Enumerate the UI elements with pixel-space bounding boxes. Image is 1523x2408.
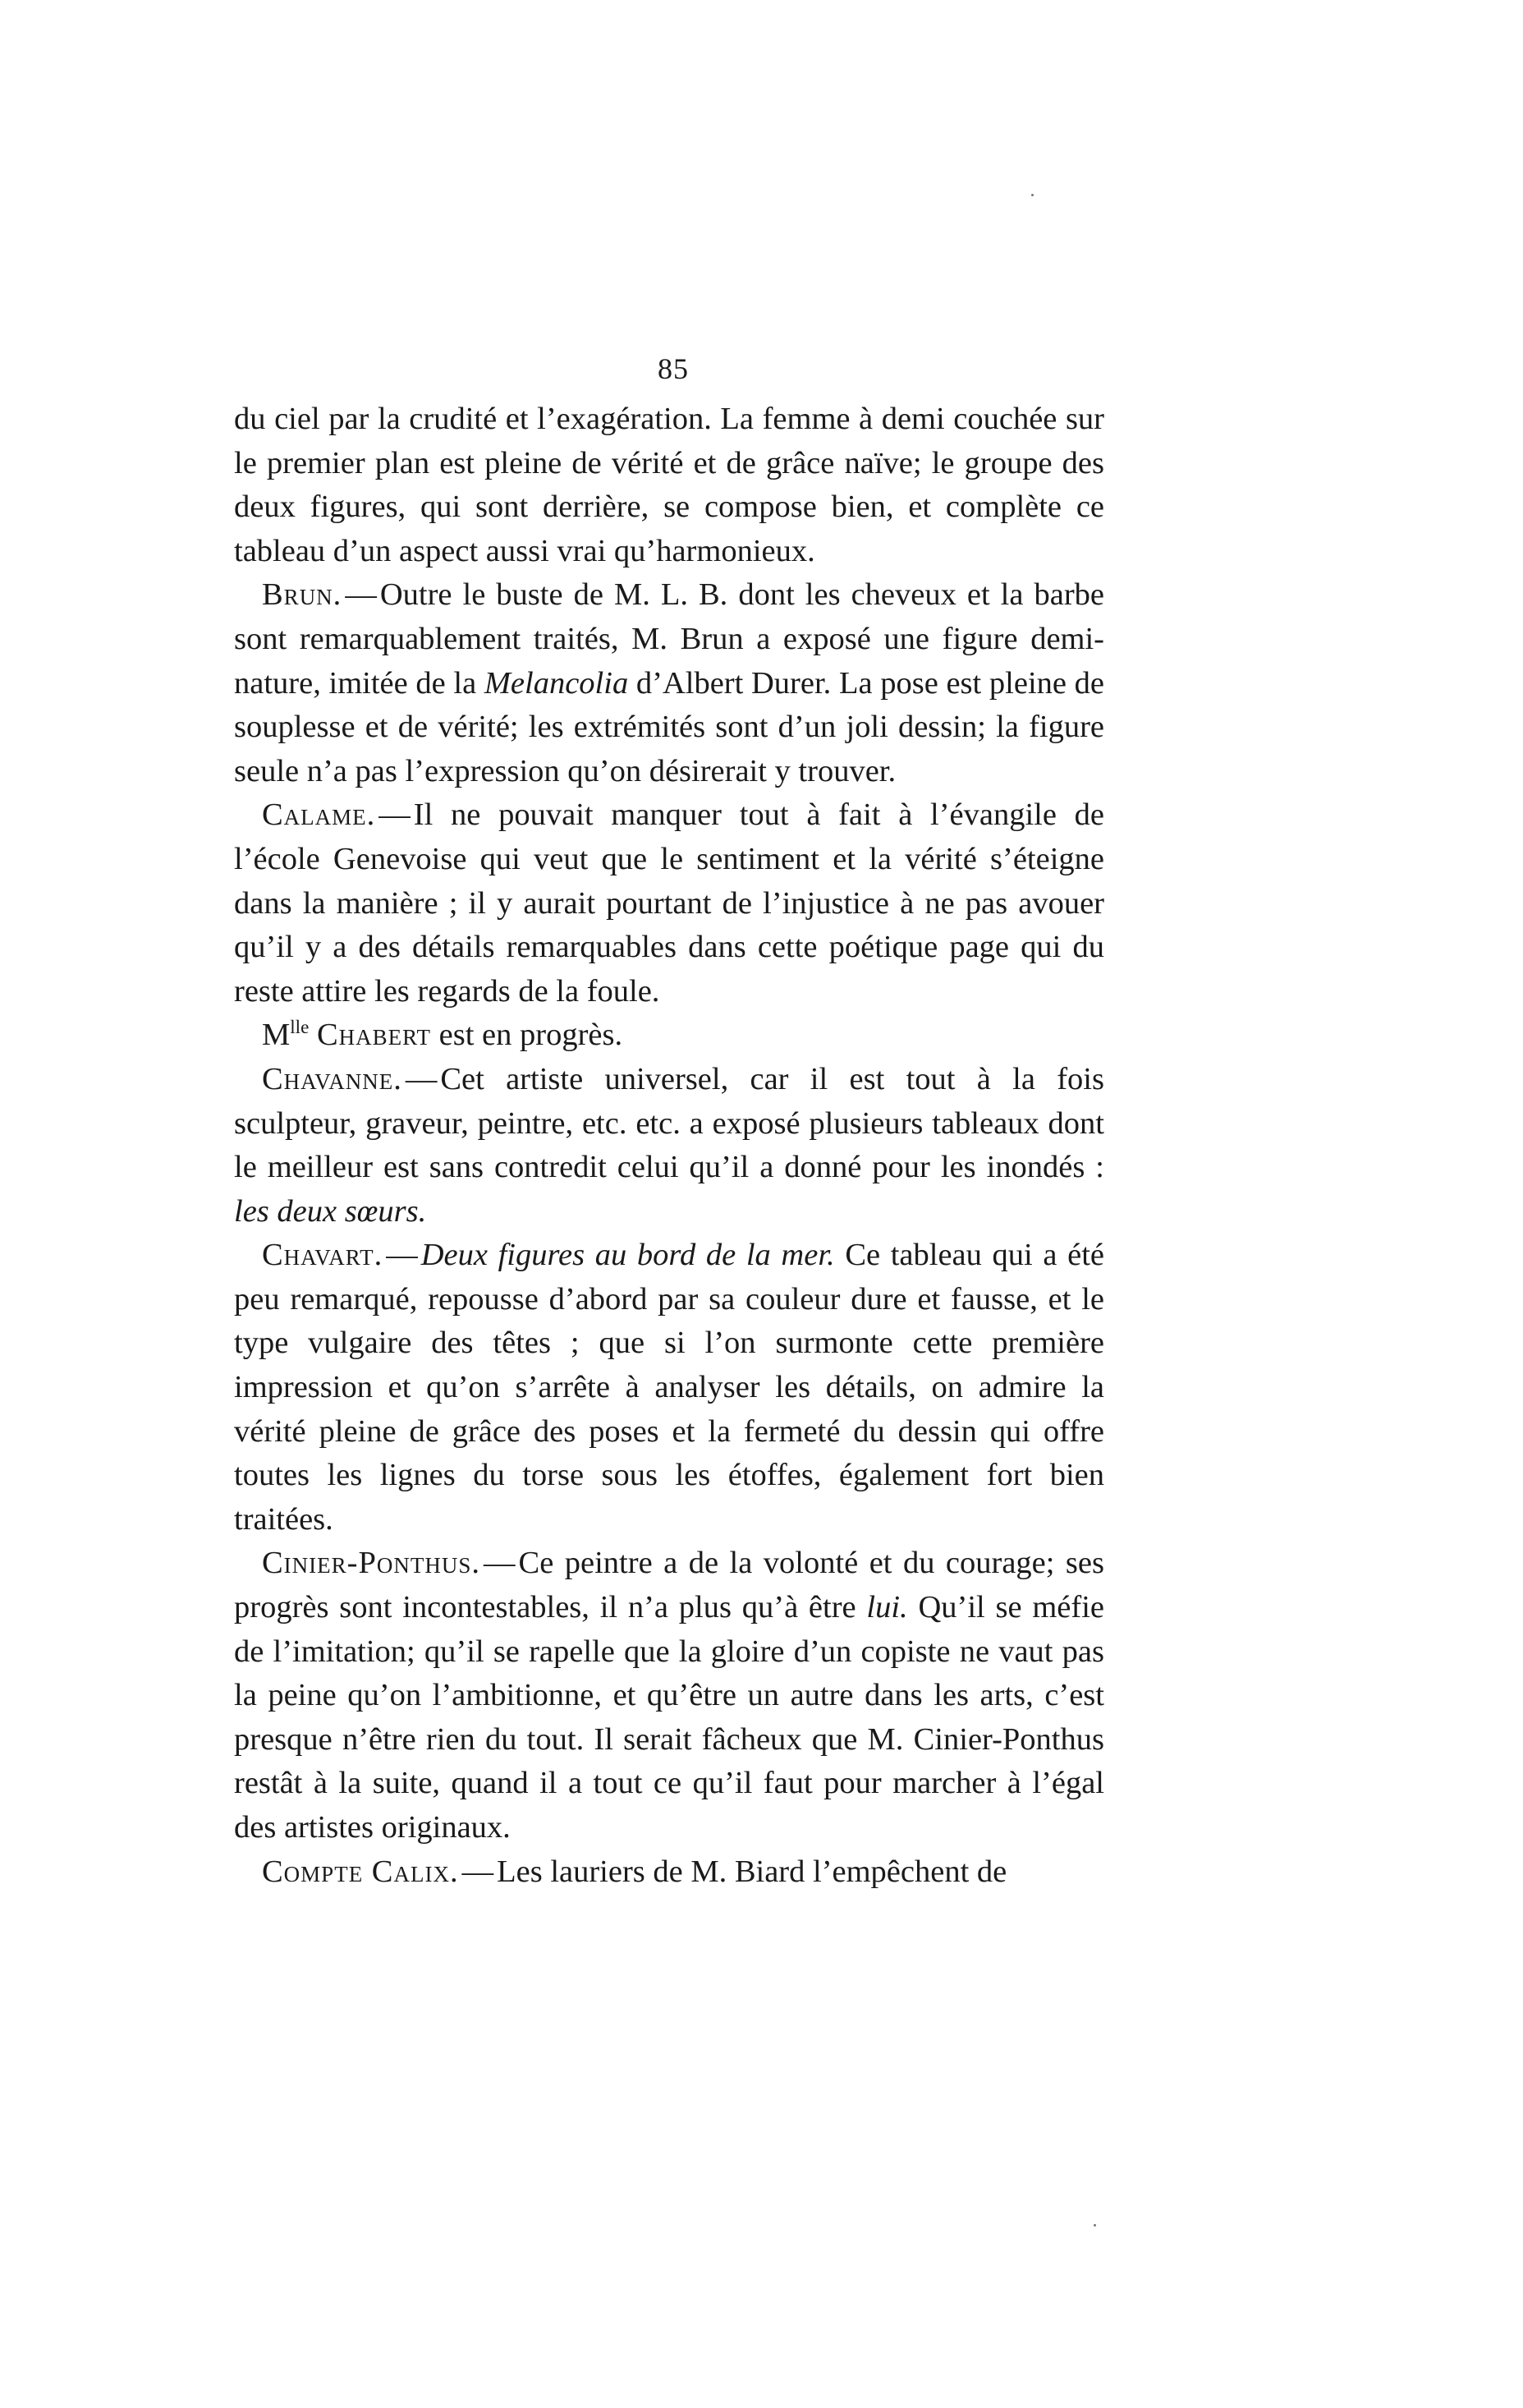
paragraph-chabert — [234, 1013, 1104, 1058]
paper-speck — [1031, 194, 1034, 196]
paragraph-chavart — [234, 1234, 1104, 1542]
artist-name: Calame. — [262, 797, 376, 833]
title-superscript: lle — [290, 1016, 310, 1038]
em-dash: — — [484, 1546, 516, 1581]
em-dash: — — [405, 1061, 438, 1096]
artist-name: Compte Calix. — [262, 1854, 459, 1889]
paragraph-text: Outre le buste de M. L. B. dont les cheveux et la barbe sont remarquablement traités, M. Brun a exposé une figure demi-nature, imitée de la — [234, 577, 1104, 701]
artist-name: Brun. — [262, 577, 342, 613]
paper-speck — [1094, 2224, 1096, 2226]
artist-name: Chavart. — [262, 1238, 383, 1273]
paragraph-text: Les lauriers de M. Biard l’empêchent de — [497, 1854, 1007, 1889]
paragraph-compte-calix — [234, 1850, 1104, 1895]
paragraph-text: Qu’il se méfie de l’imitation; qu’il se rapelle que la gloire d’un copiste ne vaut pas la peine qu’on l’ambitionne, et qu’être un autre dans les arts, c’est presque n’être rien du tout. Il serait fâcheux que M. Cinier-Ponthus restât à la suite, quand il a tout ce qu’il faut pour marcher à l’égal des artistes originaux. — [234, 1590, 1104, 1845]
artist-name: Chabert — [316, 1018, 432, 1053]
artist-name: Cinier-Ponthus. — [262, 1546, 481, 1581]
paragraph-text: Ce tableau qui a été peu remarqué, repousse d’abord par sa couleur dure et fausse, et le type vulgaire des têtes ; que si l’on surmonte cette première impression et qu’on s’arrête à analyser les détails, on admire la vérité pleine de grâce des poses et la fermeté du dessin qui offre toutes les lignes du torse sous les étoffes, également fort bien traitées. — [234, 1238, 1104, 1537]
artwork-title: les deux sœurs. — [234, 1193, 427, 1229]
paragraph-brun — [234, 573, 1104, 793]
paragraph-calame — [234, 793, 1104, 1013]
paragraph-text: du ciel par la crudité et l’exagération. La femme à demi couchée sur le premier plan est pleine de vérité et de grâce naïve; le groupe des deux figures, qui sont derrière, se compose bien, et complète ce tableau d’un aspect aussi vrai qu’harmonieux. — [234, 402, 1104, 568]
paragraph-text: Ce peintre a de la volonté et du courage; ses progrès sont incontestables, il n’a plus qu’à être — [234, 1546, 1104, 1625]
paragraph-cinier-ponthus — [234, 1542, 1104, 1850]
page-number: 85 — [658, 352, 689, 385]
artist-name: Chavanne. — [262, 1061, 402, 1096]
emphasis: lui. — [866, 1590, 908, 1625]
artwork-title: Deux figures au bord de la mer. — [420, 1238, 835, 1273]
paragraph-chavanne — [234, 1058, 1104, 1234]
em-dash: — — [461, 1854, 494, 1889]
artwork-title: Melancolia — [484, 665, 629, 701]
paragraph-text: d’Albert Durer. La pose est pleine de souplesse et de vérité; les extrémités sont d’un joli dessin; la figure seule n’a pas l’expression qu’on désirerait y trouver. — [234, 665, 1104, 788]
paragraph-text: Cet artiste universel, car il est tout à la fois sculpteur, graveur, peintre, etc. etc. a exposé plusieurs tableaux dont le meilleur est sans contredit celui qu’il a donné pour les inondés : — [234, 1061, 1104, 1185]
paragraph-text: Il ne pouvait manquer tout à fait à l’évangile de l’école Genevoise qui veut que le sentiment et la vérité s’éteigne dans la manière ; il y aurait pourtant de l’injustice à ne pas avouer qu’il y a des détails remarquables dans cette poétique page qui du reste attire les regards de la foule. — [234, 797, 1104, 1009]
paragraph-text: est en progrès. — [438, 1018, 623, 1053]
em-dash: — — [345, 577, 377, 613]
paragraph-continuation — [234, 398, 1104, 573]
title-prefix: M — [262, 1018, 291, 1053]
em-dash: — — [378, 797, 411, 833]
em-dash: — — [386, 1238, 418, 1273]
body-text — [234, 398, 1104, 1894]
